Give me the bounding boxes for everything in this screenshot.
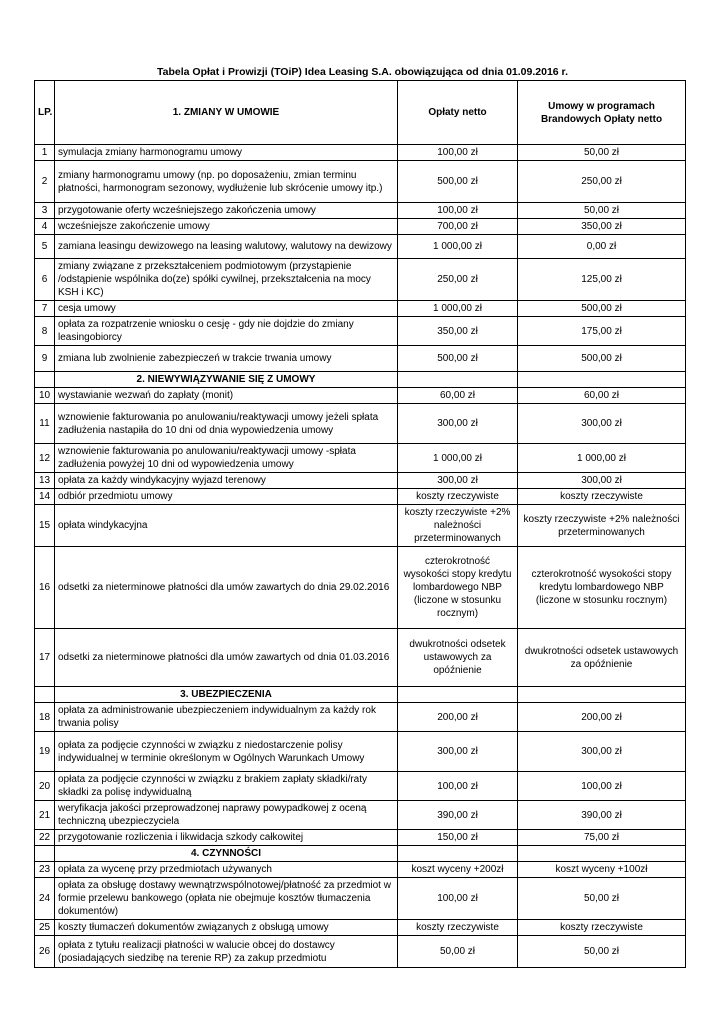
net-fee-value: czterokrotność wysokości stopy kredytu lombardowego NBP (liczone w stosunku rocznym) bbox=[398, 547, 518, 629]
row-number: 19 bbox=[35, 732, 55, 772]
fee-description: opłata z tytułu realizacji płatności w walucie obcej do dostawcy (posiadających siedzibę na terenie RP) za zakup przedmiotu bbox=[55, 936, 398, 968]
brand-fee-value: 200,00 zł bbox=[518, 703, 686, 732]
table-row bbox=[35, 346, 686, 372]
section-lp-cell bbox=[35, 846, 55, 862]
net-fee-value: 200,00 zł bbox=[398, 703, 518, 732]
net-fee-value: 350,00 zł bbox=[398, 317, 518, 346]
net-fee-value: 150,00 zł bbox=[398, 830, 518, 846]
row-number: 24 bbox=[35, 878, 55, 920]
row-number: 15 bbox=[35, 505, 55, 547]
fee-description: odbiór przedmiotu umowy bbox=[55, 489, 398, 505]
fee-description: przygotowanie oferty wcześniejszego zakończenia umowy bbox=[55, 203, 398, 219]
row-number: 13 bbox=[35, 473, 55, 489]
fee-description: opłata za administrowanie ubezpieczeniem indywidualnym za każdy rok trwania polisy bbox=[55, 703, 398, 732]
brand-fee-value: koszty rzeczywiste bbox=[518, 920, 686, 936]
fee-description: odsetki za nieterminowe płatności dla umów zawartych od dnia 01.03.2016 bbox=[55, 629, 398, 687]
fee-description: cesja umowy bbox=[55, 301, 398, 317]
table-row bbox=[35, 235, 686, 259]
brand-fee-value: 60,00 zł bbox=[518, 388, 686, 404]
brand-fee-value: czterokrotność wysokości stopy kredytu lombardowego NBP (liczone w stosunku rocznym) bbox=[518, 547, 686, 629]
row-number: 11 bbox=[35, 404, 55, 444]
table-row bbox=[35, 404, 686, 444]
brand-fee-value: 175,00 zł bbox=[518, 317, 686, 346]
brand-fee-value: 50,00 zł bbox=[518, 878, 686, 920]
table-row bbox=[35, 145, 686, 161]
brand-fee-value: 390,00 zł bbox=[518, 801, 686, 830]
table-row bbox=[35, 862, 686, 878]
row-number: 9 bbox=[35, 346, 55, 372]
table-row bbox=[35, 505, 686, 547]
net-fee-value: 60,00 zł bbox=[398, 388, 518, 404]
net-fee-value: 1 000,00 zł bbox=[398, 235, 518, 259]
table-row bbox=[35, 732, 686, 772]
fee-description: wystawianie wezwań do zapłaty (monit) bbox=[55, 388, 398, 404]
brand-fee-value: 50,00 zł bbox=[518, 203, 686, 219]
fee-description: opłata za podjęcie czynności w związku z niedostarczenie polisy indywidualnej w terminie określonym w Ogólnych Warunkach Umowy bbox=[55, 732, 398, 772]
brand-fee-value: 50,00 zł bbox=[518, 145, 686, 161]
fee-description: wcześniejsze zakończenie umowy bbox=[55, 219, 398, 235]
net-fee-value: 500,00 zł bbox=[398, 346, 518, 372]
table-row bbox=[35, 317, 686, 346]
row-number: 6 bbox=[35, 259, 55, 301]
net-fee-value: 100,00 zł bbox=[398, 203, 518, 219]
brand-fee-value: 300,00 zł bbox=[518, 404, 686, 444]
net-fee-value: 700,00 zł bbox=[398, 219, 518, 235]
table-row bbox=[35, 301, 686, 317]
brand-fee-value: 350,00 zł bbox=[518, 219, 686, 235]
brand-fee-value: 250,00 zł bbox=[518, 161, 686, 203]
row-number: 3 bbox=[35, 203, 55, 219]
brand-fee-value: 500,00 zł bbox=[518, 346, 686, 372]
brand-fee-value: koszty rzeczywiste bbox=[518, 489, 686, 505]
row-number: 12 bbox=[35, 444, 55, 473]
section-net-cell bbox=[398, 846, 518, 862]
fee-description: opłata za podjęcie czynności w związku z brakiem zapłaty składki/raty składki za polisę indywidualną bbox=[55, 772, 398, 801]
table-row bbox=[35, 473, 686, 489]
fee-description: weryfikacja jakości przeprowadzonej naprawy powypadkowej z oceną techniczną ubezpieczyciela bbox=[55, 801, 398, 830]
section-net-cell bbox=[398, 687, 518, 703]
brand-fee-value: 300,00 zł bbox=[518, 732, 686, 772]
brand-fee-value: 300,00 zł bbox=[518, 473, 686, 489]
brand-fee-value: 75,00 zł bbox=[518, 830, 686, 846]
fee-description: symulacja zmiany harmonogramu umowy bbox=[55, 145, 398, 161]
section-brand-cell bbox=[518, 372, 686, 388]
net-fee-value: dwukrotności odsetek ustawowych za opóźnienie bbox=[398, 629, 518, 687]
fee-description: opłata za obsługę dostawy wewnątrzwspólnotowej/płatność za przedmiot w formie przelewu bankowego (opłata nie obejmuje kosztów tłumaczenia dokumentów) bbox=[55, 878, 398, 920]
row-number: 10 bbox=[35, 388, 55, 404]
net-fee-header: Opłaty netto bbox=[398, 81, 518, 145]
row-number: 23 bbox=[35, 862, 55, 878]
row-number: 7 bbox=[35, 301, 55, 317]
row-number: 8 bbox=[35, 317, 55, 346]
section-lp-cell bbox=[35, 372, 55, 388]
brand-fee-value: 125,00 zł bbox=[518, 259, 686, 301]
fee-description: opłata za wycenę przy przedmiotach używanych bbox=[55, 862, 398, 878]
net-fee-value: koszty rzeczywiste bbox=[398, 920, 518, 936]
net-fee-value: 1 000,00 zł bbox=[398, 444, 518, 473]
brand-fee-value: 100,00 zł bbox=[518, 772, 686, 801]
brand-fee-value: koszty rzeczywiste +2% należności przeterminowanych bbox=[518, 505, 686, 547]
row-number: 26 bbox=[35, 936, 55, 968]
section-row bbox=[35, 372, 686, 388]
fee-description: wznowienie fakturowania po anulowaniu/reaktywacji umowy -spłata zadłużenia powyżej 10 dni od wypowiedzenia umowy bbox=[55, 444, 398, 473]
fee-description: zamiana leasingu dewizowego na leasing walutowy, walutowy na dewizowy bbox=[55, 235, 398, 259]
fee-description: zmiana lub zwolnienie zabezpieczeń w trakcie trwania umowy bbox=[55, 346, 398, 372]
net-fee-value: 250,00 zł bbox=[398, 259, 518, 301]
table-row bbox=[35, 878, 686, 920]
fee-description: zmiany związane z przekształceniem podmiotowym (przystąpienie /odstąpienie wspólnika do(ze) spółki cywilnej, przekształcenia na mocy KSH i KC) bbox=[55, 259, 398, 301]
table-header-row bbox=[35, 81, 686, 145]
table-row bbox=[35, 920, 686, 936]
row-number: 22 bbox=[35, 830, 55, 846]
row-number: 14 bbox=[35, 489, 55, 505]
net-fee-value: koszty rzeczywiste bbox=[398, 489, 518, 505]
row-number: 16 bbox=[35, 547, 55, 629]
table-row bbox=[35, 444, 686, 473]
section-row bbox=[35, 687, 686, 703]
net-fee-value: koszty rzeczywiste +2% należności przeterminowanych bbox=[398, 505, 518, 547]
fee-description: koszty tłumaczeń dokumentów związanych z obsługą umowy bbox=[55, 920, 398, 936]
row-number: 21 bbox=[35, 801, 55, 830]
section-lp-cell bbox=[35, 687, 55, 703]
section-net-cell bbox=[398, 372, 518, 388]
brand-fee-value: 50,00 zł bbox=[518, 936, 686, 968]
net-fee-value: 300,00 zł bbox=[398, 473, 518, 489]
table-row bbox=[35, 629, 686, 687]
brand-fee-header: Umowy w programach Brandowych Opłaty netto bbox=[518, 81, 686, 145]
section-3-header: 3. UBEZPIECZENIA bbox=[55, 687, 398, 703]
section-brand-cell bbox=[518, 687, 686, 703]
table-row bbox=[35, 703, 686, 732]
row-number: 18 bbox=[35, 703, 55, 732]
fee-description: opłata windykacyjna bbox=[55, 505, 398, 547]
net-fee-value: koszt wyceny +200zł bbox=[398, 862, 518, 878]
table-row bbox=[35, 830, 686, 846]
section-1-header: 1. ZMIANY W UMOWIE bbox=[55, 81, 398, 145]
brand-fee-value: koszt wyceny +100zł bbox=[518, 862, 686, 878]
row-number: 17 bbox=[35, 629, 55, 687]
table-row bbox=[35, 388, 686, 404]
brand-fee-value: dwukrotności odsetek ustawowych za opóźnienie bbox=[518, 629, 686, 687]
table-row bbox=[35, 936, 686, 968]
fee-description: opłata za rozpatrzenie wniosku o cesję - gdy nie dojdzie do zmiany leasingobiorcy bbox=[55, 317, 398, 346]
table-row bbox=[35, 772, 686, 801]
table-row bbox=[35, 489, 686, 505]
net-fee-value: 1 000,00 zł bbox=[398, 301, 518, 317]
fee-description: odsetki za nieterminowe płatności dla umów zawartych do dnia 29.02.2016 bbox=[55, 547, 398, 629]
fee-description: zmiany harmonogramu umowy (np. po doposażeniu, zmian terminu płatności, harmonogram sezonowy, wydłużenie lub skrócenie umowy itp.) bbox=[55, 161, 398, 203]
net-fee-value: 300,00 zł bbox=[398, 404, 518, 444]
fee-description: opłata za każdy windykacyjny wyjazd terenowy bbox=[55, 473, 398, 489]
row-number: 20 bbox=[35, 772, 55, 801]
row-number: 5 bbox=[35, 235, 55, 259]
section-2-header: 2. NIEWYWIĄZYWANIE SIĘ Z UMOWY bbox=[55, 372, 398, 388]
section-brand-cell bbox=[518, 846, 686, 862]
table-row bbox=[35, 203, 686, 219]
fees-table bbox=[34, 80, 686, 968]
brand-fee-value: 1 000,00 zł bbox=[518, 444, 686, 473]
table-row bbox=[35, 219, 686, 235]
table-row bbox=[35, 801, 686, 830]
row-number: 4 bbox=[35, 219, 55, 235]
row-number: 2 bbox=[35, 161, 55, 203]
table-row bbox=[35, 547, 686, 629]
net-fee-value: 100,00 zł bbox=[398, 878, 518, 920]
document-title: Tabela Opłat i Prowizji (TOiP) Idea Leasing S.A. obowiązująca od dnia 01.09.2016 r. bbox=[157, 66, 568, 78]
net-fee-value: 100,00 zł bbox=[398, 772, 518, 801]
table-row bbox=[35, 161, 686, 203]
net-fee-value: 300,00 zł bbox=[398, 732, 518, 772]
brand-fee-value: 0,00 zł bbox=[518, 235, 686, 259]
table-row bbox=[35, 259, 686, 301]
net-fee-value: 500,00 zł bbox=[398, 161, 518, 203]
fee-description: wznowienie fakturowania po anulowaniu/reaktywacji umowy jeżeli spłata zadłużenia nastapiła do 10 dni od dnia wypowiedzenia umowy bbox=[55, 404, 398, 444]
net-fee-value: 390,00 zł bbox=[398, 801, 518, 830]
row-number: 25 bbox=[35, 920, 55, 936]
brand-fee-value: 500,00 zł bbox=[518, 301, 686, 317]
fee-description: przygotowanie rozliczenia i likwidacja szkody całkowitej bbox=[55, 830, 398, 846]
lp-header: LP. bbox=[35, 81, 55, 145]
row-number: 1 bbox=[35, 145, 55, 161]
section-row bbox=[35, 846, 686, 862]
net-fee-value: 100,00 zł bbox=[398, 145, 518, 161]
net-fee-value: 50,00 zł bbox=[398, 936, 518, 968]
section-4-header: 4. CZYNNOŚCI bbox=[55, 846, 398, 862]
